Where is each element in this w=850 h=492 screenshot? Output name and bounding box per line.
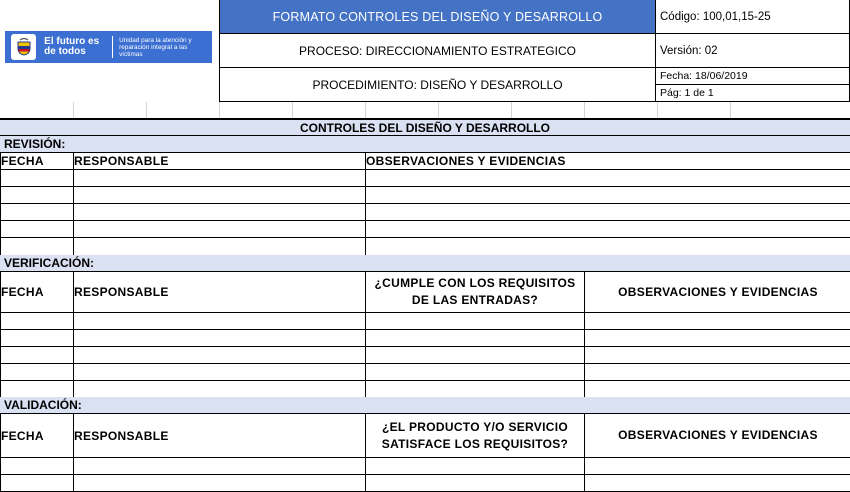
table-row — [1, 238, 850, 256]
revision-cell-date[interactable] — [1, 204, 74, 221]
verification-cell[interactable] — [366, 364, 585, 381]
validation-label: VALIDACIÓN: — [0, 397, 850, 414]
revision-cell-responsible[interactable] — [74, 187, 366, 204]
verification-cell[interactable] — [585, 330, 850, 347]
revision-cell-responsible[interactable] — [74, 238, 366, 256]
table-row — [1, 475, 850, 492]
document-header — [0, 0, 850, 102]
validation-cell[interactable] — [585, 475, 850, 492]
verification-col-responsible: RESPONSABLE — [74, 272, 366, 313]
document-version: Versión: 02 — [656, 34, 850, 68]
section-main-title: CONTROLES DEL DISEÑO Y DESARROLLO — [0, 119, 850, 136]
revision-cell-date[interactable] — [1, 170, 74, 187]
verification-cell[interactable] — [366, 330, 585, 347]
process-label: PROCESO: DIRECCIONAMIENTO ESTRATEGICO — [220, 34, 656, 68]
revision-cell-responsible[interactable] — [74, 170, 366, 187]
revision-label: REVISIÓN: — [0, 136, 850, 153]
validation-table — [0, 413, 850, 492]
validation-cell[interactable] — [74, 458, 366, 475]
revision-cell-observations[interactable] — [366, 187, 850, 204]
coat-of-arms-icon — [11, 34, 36, 60]
revision-table — [0, 152, 850, 256]
verification-cell[interactable] — [585, 347, 850, 364]
logo-divider — [112, 36, 113, 58]
validation-cell[interactable] — [74, 475, 366, 492]
verification-cell[interactable] — [74, 313, 366, 330]
verification-table — [0, 271, 850, 398]
revision-cell-date[interactable] — [1, 221, 74, 238]
verification-cell[interactable] — [74, 364, 366, 381]
verification-col-observations: OBSERVACIONES Y EVIDENCIAS — [585, 272, 850, 313]
revision-cell-observations[interactable] — [366, 170, 850, 187]
revision-col-responsible: RESPONSABLE — [74, 153, 366, 170]
verification-cell[interactable] — [585, 364, 850, 381]
document-code: Código: 100,01,15-25 — [656, 0, 850, 34]
table-row — [1, 204, 850, 221]
table-row — [1, 347, 850, 364]
validation-col-date: FECHA — [1, 414, 74, 458]
table-row — [1, 364, 850, 381]
format-title: FORMATO CONTROLES DEL DISEÑO Y DESARROLLO — [220, 0, 656, 34]
logo-unit-name: Unidad para la atención y reparación integral a las víctimas — [119, 37, 212, 58]
spacer-row — [0, 102, 850, 119]
validation-cell[interactable] — [1, 458, 74, 475]
verification-label: VERIFICACIÓN: — [0, 255, 850, 272]
verification-cell[interactable] — [585, 381, 850, 398]
revision-col-observations: OBSERVACIONES Y EVIDENCIAS — [366, 153, 850, 170]
verification-cell[interactable] — [1, 364, 74, 381]
verification-col-requirements: ¿CUMPLE CON LOS REQUISITOS DE LAS ENTRADAS? — [366, 272, 585, 313]
document-date: Fecha: 18/06/2019 — [656, 68, 850, 85]
revision-col-date: FECHA — [1, 153, 74, 170]
verification-cell[interactable] — [1, 381, 74, 398]
table-row — [1, 458, 850, 475]
validation-col-observations: OBSERVACIONES Y EVIDENCIAS — [585, 414, 850, 458]
verification-cell[interactable] — [1, 347, 74, 364]
validation-col-responsible: RESPONSABLE — [74, 414, 366, 458]
revision-cell-observations[interactable] — [366, 204, 850, 221]
revision-cell-responsible[interactable] — [74, 204, 366, 221]
revision-cell-date[interactable] — [1, 187, 74, 204]
verification-cell[interactable] — [366, 381, 585, 398]
table-row — [1, 187, 850, 204]
institution-logo — [5, 31, 212, 63]
verification-col-date: FECHA — [1, 272, 74, 313]
logo-slogan: El futuro es de todos — [44, 37, 106, 57]
verification-cell[interactable] — [366, 313, 585, 330]
revision-cell-responsible[interactable] — [74, 221, 366, 238]
logo-cell — [0, 0, 220, 102]
validation-cell[interactable] — [366, 458, 585, 475]
table-row — [1, 221, 850, 238]
verification-cell[interactable] — [585, 313, 850, 330]
revision-cell-date[interactable] — [1, 238, 74, 256]
table-row — [1, 381, 850, 398]
validation-cell[interactable] — [585, 458, 850, 475]
validation-cell[interactable] — [1, 475, 74, 492]
validation-cell[interactable] — [366, 475, 585, 492]
verification-cell[interactable] — [1, 313, 74, 330]
page-number: Pág: 1 de 1 — [656, 85, 850, 102]
procedure-label: PROCEDIMIENTO: DISEÑO Y DESARROLLO — [220, 68, 656, 102]
verification-cell[interactable] — [366, 347, 585, 364]
revision-cell-observations[interactable] — [366, 238, 850, 256]
verification-cell[interactable] — [74, 347, 366, 364]
revision-cell-observations[interactable] — [366, 221, 850, 238]
verification-cell[interactable] — [74, 330, 366, 347]
table-row — [1, 170, 850, 187]
validation-col-requirements: ¿EL PRODUCTO Y/O SERVICIO SATISFACE LOS REQUISITOS? — [366, 414, 585, 458]
verification-cell[interactable] — [1, 330, 74, 347]
table-row — [1, 313, 850, 330]
verification-cell[interactable] — [74, 381, 366, 398]
table-row — [1, 330, 850, 347]
